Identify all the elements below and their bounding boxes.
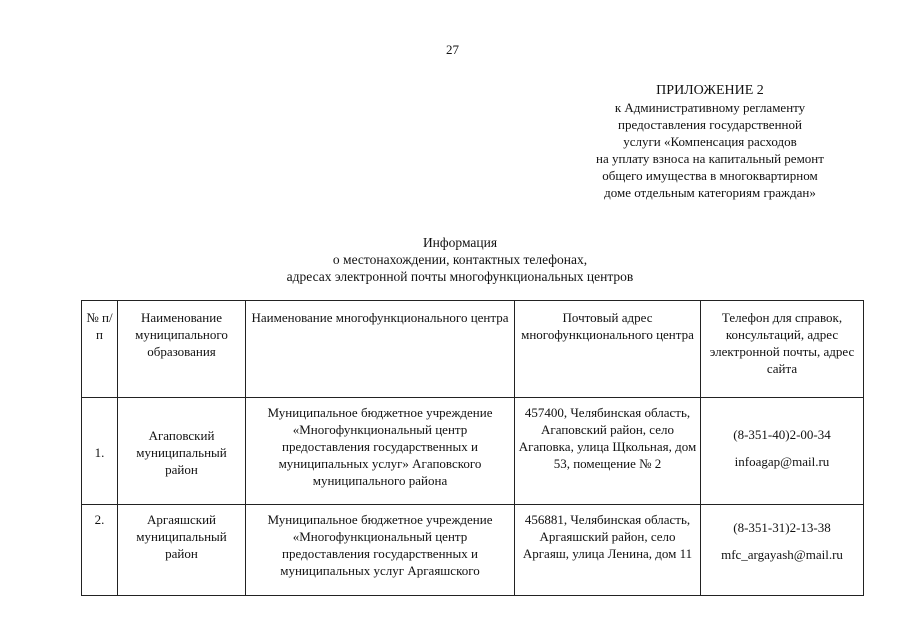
appendix-block: [560, 82, 860, 201]
contact-cell: [701, 398, 864, 505]
appendix-line: предоставления государственной: [618, 117, 802, 132]
row-number: 2.: [82, 505, 118, 596]
email-address: mfc_argayash@mail.ru: [721, 547, 843, 562]
header-center-name: Наименование многофункционального центра: [246, 301, 515, 398]
table-row: [82, 505, 864, 596]
contact-cell: [701, 505, 864, 596]
row-number: 1.: [82, 398, 118, 505]
municipality-name: Агаповский муниципальный район: [118, 398, 246, 505]
table-header-row: [82, 301, 864, 398]
mfc-table: [81, 300, 864, 596]
email-address: infoagap@mail.ru: [734, 454, 830, 469]
center-name: Муниципальное бюджетное учреждение «Многофункциональный центр предоставления государственных и муниципальных услуг» Агаповского муниципального района: [246, 398, 515, 505]
header-postal-address: Почтовый адрес многофункционального центра: [515, 301, 701, 398]
header-contacts: Телефон для справок, консультаций, адрес электронной почты, адрес сайта: [701, 301, 864, 398]
postal-address: 457400, Челябинская область, Агаповский район, село Агаповка, улица Щкольная, дом 53, помещение № 2: [515, 398, 701, 505]
appendix-line: на уплату взноса на капитальный ремонт: [596, 151, 824, 166]
table-row: [82, 398, 864, 505]
appendix-line: доме отдельным категориям граждан»: [604, 185, 816, 200]
header-number: № п/п: [82, 301, 118, 398]
appendix-title: ПРИЛОЖЕНИЕ 2: [656, 83, 764, 98]
center-name: Муниципальное бюджетное учреждение «Многофункциональный центр предоставления государственных и муниципальных услуг Аргаяшского: [246, 505, 515, 596]
appendix-line: общего имущества в многоквартирном: [602, 168, 818, 183]
page-number: 27: [446, 42, 459, 57]
header-municipality: Наименование муниципального образования: [118, 301, 246, 398]
info-heading-line: о местонахождении, контактных телефонах,: [332, 252, 588, 267]
info-heading: [200, 234, 720, 285]
info-heading-line: адресах электронной почты многофункциональных центров: [286, 269, 634, 284]
appendix-line: к Административному регламенту: [614, 100, 806, 115]
info-heading-title: Информация: [422, 235, 498, 250]
municipality-name: Аргаяшский муниципальный район: [118, 505, 246, 596]
phone-number: (8-351-31)2-13-38: [733, 520, 831, 535]
appendix-line: услуги «Компенсация расходов: [623, 134, 797, 149]
phone-number: (8-351-40)2-00-34: [733, 427, 831, 442]
postal-address: 456881, Челябинская область, Аргаяшский район, село Аргаяш, улица Ленина, дом 11: [515, 505, 701, 596]
